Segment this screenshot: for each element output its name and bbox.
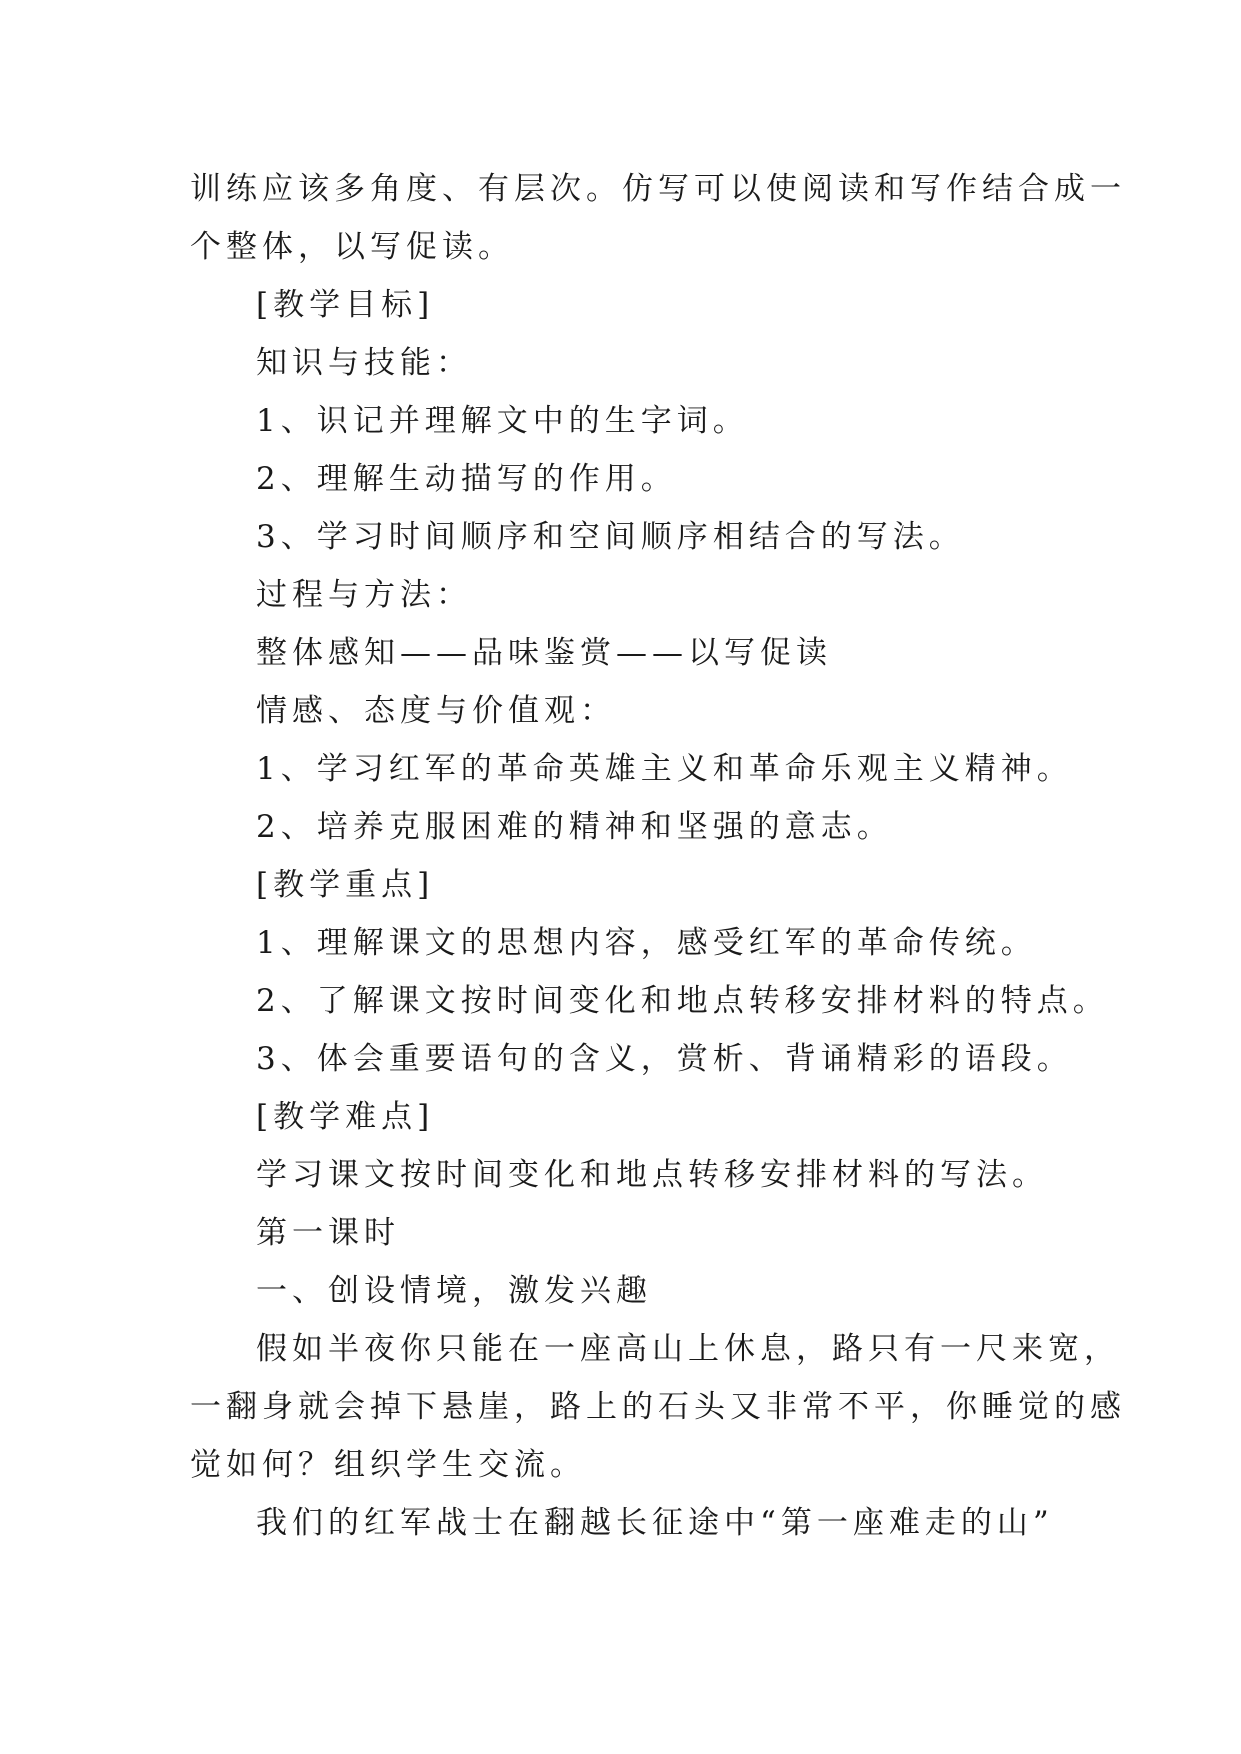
lesson-heading: 第一课时 [256, 1215, 400, 1251]
list-item: 2、理解生动描写的作用。 [256, 461, 677, 497]
list-item: 3、体会重要语句的含义，赏析、背诵精彩的语段。 [256, 1041, 1073, 1077]
list-item: 1、理解课文的思想内容，感受红军的革命传统。 [256, 925, 1037, 961]
step-heading: 一、创设情境，激发兴趣 [256, 1273, 652, 1309]
section-heading-key-points: [教学重点] [256, 867, 435, 903]
subheading-process-methods: 过程与方法： [256, 577, 472, 613]
section-heading-difficulties: [教学难点] [256, 1099, 435, 1135]
paragraph-line: 觉如何？组织学生交流。 [190, 1447, 586, 1483]
paragraph-line: 训练应该多角度、有层次。仿写可以使阅读和写作结合成一 [190, 171, 1126, 207]
subheading-emotion-attitude-values: 情感、态度与价值观： [256, 693, 616, 729]
list-item: 1、学习红军的革命英雄主义和革命乐观主义精神。 [256, 751, 1073, 787]
paragraph-line: 个整体，以写促读。 [190, 229, 514, 265]
subheading-knowledge-skills: 知识与技能： [256, 345, 472, 381]
list-item: 1、识记并理解文中的生字词。 [256, 403, 749, 439]
paragraph-line: 整体感知——品味鉴赏——以写促读 [256, 635, 832, 671]
paragraph-line: 我们的红军战士在翻越长征途中“第一座难走的山” [256, 1505, 1054, 1541]
paragraph-line: 一翻身就会掉下悬崖，路上的石头又非常不平，你睡觉的感 [190, 1389, 1126, 1425]
paragraph-line: 假如半夜你只能在一座高山上休息，路只有一尺来宽， [256, 1331, 1120, 1367]
section-heading-teaching-goals: [教学目标] [256, 287, 435, 323]
list-item: 2、培养克服困难的精神和坚强的意志。 [256, 809, 893, 845]
list-item: 2、了解课文按时间变化和地点转移安排材料的特点。 [256, 983, 1109, 1019]
list-item: 3、学习时间顺序和空间顺序相结合的写法。 [256, 519, 965, 555]
paragraph-line: 学习课文按时间变化和地点转移安排材料的写法。 [256, 1157, 1048, 1193]
document-body [190, 160, 1126, 1552]
